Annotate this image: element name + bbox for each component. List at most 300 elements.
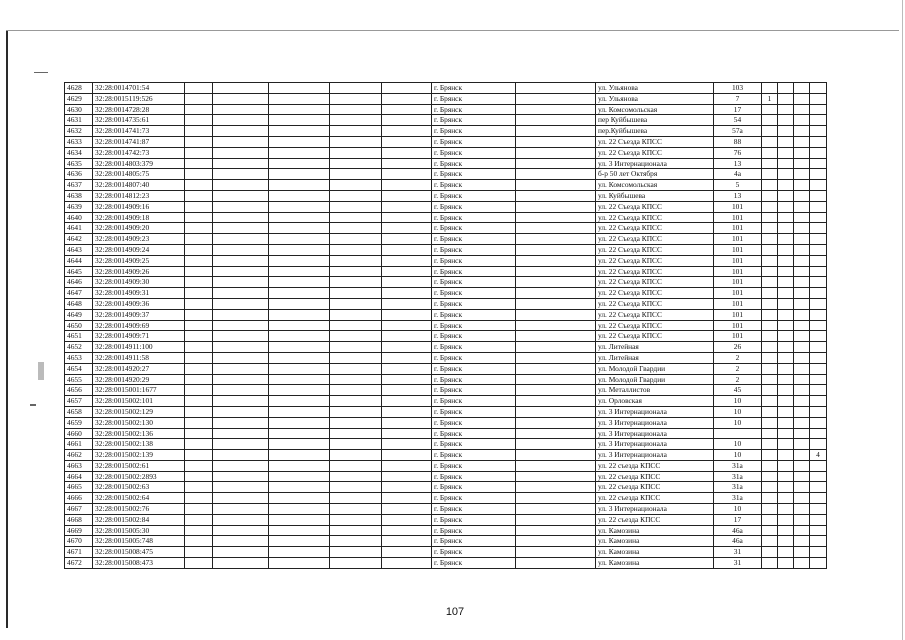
extra-cell bbox=[810, 104, 827, 115]
extra-cell bbox=[810, 352, 827, 363]
blank-cell bbox=[185, 547, 213, 558]
row-number-cell: 4645 bbox=[65, 266, 93, 277]
blank-cell bbox=[382, 406, 432, 417]
blank-cell bbox=[330, 385, 382, 396]
cadastral-number-cell: 32:28:0014735:61 bbox=[93, 115, 185, 126]
extra-cell bbox=[810, 126, 827, 137]
cadastral-number-cell: 32:28:0014701:54 bbox=[93, 83, 185, 94]
extra-cell bbox=[762, 244, 778, 255]
street-cell: ул. 22 съезда КПСС bbox=[596, 471, 714, 482]
blank-cell bbox=[269, 439, 330, 450]
row-number-cell: 4655 bbox=[65, 374, 93, 385]
blank-cell bbox=[213, 104, 269, 115]
blank-cell bbox=[330, 363, 382, 374]
extra-cell bbox=[810, 439, 827, 450]
house-number-cell: 31а bbox=[714, 471, 762, 482]
house-number-cell: 10 bbox=[714, 396, 762, 407]
cadastral-number-cell: 32:28:0014920:27 bbox=[93, 363, 185, 374]
table-row bbox=[65, 93, 827, 104]
blank-cell bbox=[516, 428, 596, 439]
cadastral-number-cell: 32:28:0014909:36 bbox=[93, 298, 185, 309]
blank-cell bbox=[516, 126, 596, 137]
house-number-cell: 31а bbox=[714, 482, 762, 493]
row-number-cell: 4640 bbox=[65, 212, 93, 223]
blank-cell bbox=[382, 352, 432, 363]
table-row bbox=[65, 428, 827, 439]
row-number-cell: 4638 bbox=[65, 190, 93, 201]
blank-cell bbox=[382, 428, 432, 439]
cadastral-number-cell: 32:28:0014909:30 bbox=[93, 277, 185, 288]
extra-cell bbox=[810, 547, 827, 558]
street-cell: ул. 22 Съезда КПСС bbox=[596, 201, 714, 212]
blank-cell bbox=[330, 536, 382, 547]
extra-cell bbox=[810, 331, 827, 342]
extra-cell bbox=[762, 450, 778, 461]
city-cell: г. Брянск bbox=[432, 277, 516, 288]
blank-cell bbox=[269, 525, 330, 536]
page-number: 107 bbox=[445, 606, 465, 618]
cadastral-number-cell: 32:28:0014909:31 bbox=[93, 288, 185, 299]
blank-cell bbox=[330, 450, 382, 461]
street-cell: ул. 22 Съезда КПСС bbox=[596, 277, 714, 288]
row-number-cell: 4669 bbox=[65, 525, 93, 536]
extra-cell bbox=[762, 374, 778, 385]
table-row bbox=[65, 439, 827, 450]
blank-cell bbox=[382, 190, 432, 201]
blank-cell bbox=[185, 396, 213, 407]
row-number-cell: 4656 bbox=[65, 385, 93, 396]
extra-cell bbox=[762, 363, 778, 374]
blank-cell bbox=[213, 136, 269, 147]
blank-cell bbox=[330, 504, 382, 515]
blank-cell bbox=[330, 115, 382, 126]
extra-cell bbox=[778, 201, 794, 212]
property-register-table bbox=[64, 82, 827, 569]
extra-cell bbox=[810, 536, 827, 547]
blank-cell bbox=[269, 460, 330, 471]
blank-cell bbox=[213, 514, 269, 525]
extra-cell bbox=[778, 93, 794, 104]
street-cell: ул. 3 Интернационала bbox=[596, 158, 714, 169]
street-cell: ул. 22 Съезда КПСС bbox=[596, 223, 714, 234]
extra-cell bbox=[810, 223, 827, 234]
extra-cell bbox=[778, 547, 794, 558]
street-cell: ул. 3 Интернационала bbox=[596, 439, 714, 450]
blank-cell bbox=[516, 417, 596, 428]
extra-cell bbox=[794, 558, 810, 569]
city-cell: г. Брянск bbox=[432, 450, 516, 461]
extra-cell bbox=[794, 104, 810, 115]
city-cell: г. Брянск bbox=[432, 180, 516, 191]
blank-cell bbox=[213, 406, 269, 417]
blank-cell bbox=[213, 180, 269, 191]
row-number-cell: 4658 bbox=[65, 406, 93, 417]
blank-cell bbox=[330, 104, 382, 115]
street-cell: ул. 22 Съезда КПСС bbox=[596, 244, 714, 255]
street-cell: ул. 22 Съезда КПСС bbox=[596, 309, 714, 320]
blank-cell bbox=[382, 396, 432, 407]
blank-cell bbox=[382, 320, 432, 331]
extra-cell bbox=[794, 493, 810, 504]
blank-cell bbox=[516, 277, 596, 288]
street-cell: ул. 22 Съезда КПСС bbox=[596, 212, 714, 223]
blank-cell bbox=[213, 277, 269, 288]
row-number-cell: 4642 bbox=[65, 234, 93, 245]
extra-cell bbox=[810, 147, 827, 158]
row-number-cell: 4654 bbox=[65, 363, 93, 374]
table-row bbox=[65, 504, 827, 515]
house-number-cell: 101 bbox=[714, 309, 762, 320]
extra-cell: 4 bbox=[810, 450, 827, 461]
table-row bbox=[65, 266, 827, 277]
extra-cell bbox=[794, 385, 810, 396]
blank-cell bbox=[213, 504, 269, 515]
extra-cell bbox=[762, 309, 778, 320]
table-row bbox=[65, 83, 827, 94]
house-number-cell: 17 bbox=[714, 104, 762, 115]
extra-cell bbox=[810, 212, 827, 223]
blank-cell bbox=[330, 406, 382, 417]
city-cell: г. Брянск bbox=[432, 363, 516, 374]
blank-cell bbox=[185, 525, 213, 536]
blank-cell bbox=[330, 514, 382, 525]
city-cell: г. Брянск bbox=[432, 514, 516, 525]
blank-cell bbox=[382, 83, 432, 94]
extra-cell bbox=[794, 504, 810, 515]
house-number-cell: 101 bbox=[714, 212, 762, 223]
blank-cell bbox=[516, 342, 596, 353]
blank-cell bbox=[213, 331, 269, 342]
extra-cell bbox=[810, 180, 827, 191]
extra-cell bbox=[762, 471, 778, 482]
extra-cell bbox=[778, 450, 794, 461]
extra-cell bbox=[810, 83, 827, 94]
row-number-cell: 4650 bbox=[65, 320, 93, 331]
extra-cell bbox=[810, 298, 827, 309]
extra-cell bbox=[762, 83, 778, 94]
blank-cell bbox=[213, 450, 269, 461]
city-cell: г. Брянск bbox=[432, 169, 516, 180]
extra-cell bbox=[810, 504, 827, 515]
blank-cell bbox=[269, 190, 330, 201]
blank-cell bbox=[330, 428, 382, 439]
blank-cell bbox=[213, 234, 269, 245]
city-cell: г. Брянск bbox=[432, 83, 516, 94]
extra-cell bbox=[778, 471, 794, 482]
blank-cell bbox=[185, 190, 213, 201]
blank-cell bbox=[269, 158, 330, 169]
blank-cell bbox=[382, 558, 432, 569]
blank-cell bbox=[185, 450, 213, 461]
blank-cell bbox=[516, 547, 596, 558]
blank-cell bbox=[269, 201, 330, 212]
blank-cell bbox=[516, 450, 596, 461]
table-row bbox=[65, 234, 827, 245]
table-row bbox=[65, 525, 827, 536]
blank-cell bbox=[382, 525, 432, 536]
extra-cell bbox=[762, 234, 778, 245]
blank-cell bbox=[382, 234, 432, 245]
blank-cell bbox=[185, 115, 213, 126]
blank-cell bbox=[185, 277, 213, 288]
extra-cell bbox=[794, 525, 810, 536]
blank-cell bbox=[185, 136, 213, 147]
blank-cell bbox=[330, 266, 382, 277]
city-cell: г. Брянск bbox=[432, 244, 516, 255]
extra-cell bbox=[778, 234, 794, 245]
cadastral-number-cell: 32:28:0014742:73 bbox=[93, 147, 185, 158]
blank-cell bbox=[269, 417, 330, 428]
extra-cell bbox=[794, 460, 810, 471]
blank-cell bbox=[185, 536, 213, 547]
blank-cell bbox=[185, 406, 213, 417]
blank-cell bbox=[382, 180, 432, 191]
cadastral-number-cell: 32:28:0015002:101 bbox=[93, 396, 185, 407]
street-cell: ул. Камозина bbox=[596, 525, 714, 536]
extra-cell bbox=[794, 190, 810, 201]
extra-cell bbox=[778, 298, 794, 309]
blank-cell bbox=[213, 266, 269, 277]
house-number-cell: 101 bbox=[714, 255, 762, 266]
blank-cell bbox=[330, 352, 382, 363]
table-row bbox=[65, 126, 827, 137]
blank-cell bbox=[516, 536, 596, 547]
blank-cell bbox=[213, 558, 269, 569]
cadastral-number-cell: 32:28:0015002:138 bbox=[93, 439, 185, 450]
house-number-cell: 2 bbox=[714, 363, 762, 374]
house-number-cell: 10 bbox=[714, 406, 762, 417]
extra-cell bbox=[762, 266, 778, 277]
blank-cell bbox=[382, 450, 432, 461]
blank-cell bbox=[330, 558, 382, 569]
extra-cell bbox=[778, 331, 794, 342]
cadastral-number-cell: 32:28:0014909:20 bbox=[93, 223, 185, 234]
blank-cell bbox=[213, 525, 269, 536]
street-cell: ул. 22 Съезда КПСС bbox=[596, 266, 714, 277]
row-number-cell: 4630 bbox=[65, 104, 93, 115]
blank-cell bbox=[213, 158, 269, 169]
table-row bbox=[65, 396, 827, 407]
street-cell: ул. 3 Интернационала bbox=[596, 406, 714, 417]
blank-cell bbox=[185, 147, 213, 158]
blank-cell bbox=[213, 83, 269, 94]
city-cell: г. Брянск bbox=[432, 288, 516, 299]
blank-cell bbox=[269, 244, 330, 255]
house-number-cell: 45 bbox=[714, 385, 762, 396]
extra-cell bbox=[810, 169, 827, 180]
blank-cell bbox=[185, 374, 213, 385]
extra-cell bbox=[794, 309, 810, 320]
street-cell: ул. Ульянова bbox=[596, 93, 714, 104]
blank-cell bbox=[330, 255, 382, 266]
blank-cell bbox=[382, 504, 432, 515]
extra-cell: 1 bbox=[762, 93, 778, 104]
street-cell: б-р 50 лет Октября bbox=[596, 169, 714, 180]
blank-cell bbox=[382, 244, 432, 255]
city-cell: г. Брянск bbox=[432, 536, 516, 547]
city-cell: г. Брянск bbox=[432, 212, 516, 223]
extra-cell bbox=[810, 190, 827, 201]
blank-cell bbox=[185, 493, 213, 504]
street-cell: ул. 22 Съезда КПСС bbox=[596, 331, 714, 342]
blank-cell bbox=[330, 190, 382, 201]
row-number-cell: 4648 bbox=[65, 298, 93, 309]
blank-cell bbox=[269, 277, 330, 288]
cadastral-number-cell: 32:28:0014909:18 bbox=[93, 212, 185, 223]
house-number-cell: 5 bbox=[714, 180, 762, 191]
blank-cell bbox=[516, 504, 596, 515]
extra-cell bbox=[778, 374, 794, 385]
extra-cell bbox=[762, 482, 778, 493]
row-number-cell: 4659 bbox=[65, 417, 93, 428]
extra-cell bbox=[762, 493, 778, 504]
blank-cell bbox=[516, 234, 596, 245]
extra-cell bbox=[778, 288, 794, 299]
blank-cell bbox=[330, 126, 382, 137]
table-row bbox=[65, 417, 827, 428]
blank-cell bbox=[330, 158, 382, 169]
city-cell: г. Брянск bbox=[432, 558, 516, 569]
blank-cell bbox=[516, 374, 596, 385]
extra-cell bbox=[778, 385, 794, 396]
blank-cell bbox=[213, 201, 269, 212]
blank-cell bbox=[269, 493, 330, 504]
table-row bbox=[65, 342, 827, 353]
extra-cell bbox=[778, 126, 794, 137]
blank-cell bbox=[213, 320, 269, 331]
extra-cell bbox=[762, 223, 778, 234]
table-row bbox=[65, 147, 827, 158]
blank-cell bbox=[516, 244, 596, 255]
cadastral-number-cell: 32:28:0014805:75 bbox=[93, 169, 185, 180]
city-cell: г. Брянск bbox=[432, 320, 516, 331]
extra-cell bbox=[810, 288, 827, 299]
street-cell: ул. 3 Интернационала bbox=[596, 428, 714, 439]
extra-cell bbox=[762, 439, 778, 450]
blank-cell bbox=[213, 93, 269, 104]
extra-cell bbox=[778, 309, 794, 320]
blank-cell bbox=[185, 352, 213, 363]
extra-cell bbox=[794, 234, 810, 245]
city-cell: г. Брянск bbox=[432, 406, 516, 417]
table-row bbox=[65, 363, 827, 374]
blank-cell bbox=[516, 514, 596, 525]
extra-cell bbox=[762, 514, 778, 525]
cadastral-number-cell: 32:28:0015002:129 bbox=[93, 406, 185, 417]
extra-cell bbox=[794, 331, 810, 342]
street-cell: ул. 22 Съезда КПСС bbox=[596, 298, 714, 309]
blank-cell bbox=[269, 331, 330, 342]
city-cell: г. Брянск bbox=[432, 504, 516, 515]
blank-cell bbox=[213, 342, 269, 353]
blank-cell bbox=[516, 266, 596, 277]
extra-cell bbox=[794, 428, 810, 439]
house-number-cell: 101 bbox=[714, 320, 762, 331]
blank-cell bbox=[213, 493, 269, 504]
extra-cell bbox=[794, 93, 810, 104]
blank-cell bbox=[269, 126, 330, 137]
blank-cell bbox=[330, 147, 382, 158]
cadastral-number-cell: 32:28:0015002:63 bbox=[93, 482, 185, 493]
extra-cell bbox=[810, 115, 827, 126]
extra-cell bbox=[810, 482, 827, 493]
city-cell: г. Брянск bbox=[432, 331, 516, 342]
blank-cell bbox=[516, 460, 596, 471]
table-row bbox=[65, 331, 827, 342]
blank-cell bbox=[382, 363, 432, 374]
house-number-cell: 31 bbox=[714, 558, 762, 569]
cadastral-number-cell: 32:28:0014807:40 bbox=[93, 180, 185, 191]
extra-cell bbox=[794, 482, 810, 493]
blank-cell bbox=[269, 482, 330, 493]
extra-cell bbox=[762, 342, 778, 353]
extra-cell bbox=[810, 428, 827, 439]
extra-cell bbox=[794, 115, 810, 126]
row-number-cell: 4644 bbox=[65, 255, 93, 266]
house-number-cell: 57а bbox=[714, 126, 762, 137]
street-cell: ул. 3 Интернационала bbox=[596, 504, 714, 515]
blank-cell bbox=[269, 93, 330, 104]
blank-cell bbox=[213, 396, 269, 407]
row-number-cell: 4632 bbox=[65, 126, 93, 137]
blank-cell bbox=[269, 547, 330, 558]
extra-cell bbox=[794, 244, 810, 255]
extra-cell bbox=[762, 288, 778, 299]
extra-cell bbox=[810, 244, 827, 255]
extra-cell bbox=[794, 223, 810, 234]
scan-right-edge bbox=[902, 0, 903, 640]
cadastral-number-cell: 32:28:0015002:136 bbox=[93, 428, 185, 439]
city-cell: г. Брянск bbox=[432, 190, 516, 201]
blank-cell bbox=[382, 417, 432, 428]
table-row bbox=[65, 298, 827, 309]
city-cell: г. Брянск bbox=[432, 417, 516, 428]
extra-cell bbox=[778, 223, 794, 234]
blank-cell bbox=[269, 406, 330, 417]
city-cell: г. Брянск bbox=[432, 104, 516, 115]
blank-cell bbox=[516, 255, 596, 266]
blank-cell bbox=[516, 385, 596, 396]
extra-cell bbox=[794, 374, 810, 385]
blank-cell bbox=[269, 374, 330, 385]
blank-cell bbox=[269, 266, 330, 277]
row-number-cell: 4671 bbox=[65, 547, 93, 558]
table-row bbox=[65, 493, 827, 504]
blank-cell bbox=[330, 298, 382, 309]
cadastral-number-cell: 32:28:0015002:61 bbox=[93, 460, 185, 471]
city-cell: г. Брянск bbox=[432, 493, 516, 504]
extra-cell bbox=[794, 417, 810, 428]
row-number-cell: 4631 bbox=[65, 115, 93, 126]
extra-cell bbox=[762, 331, 778, 342]
row-number-cell: 4643 bbox=[65, 244, 93, 255]
table-row bbox=[65, 514, 827, 525]
street-cell: ул. 3 Интернационала bbox=[596, 417, 714, 428]
cadastral-number-cell: 32:28:0014909:25 bbox=[93, 255, 185, 266]
table-row bbox=[65, 385, 827, 396]
city-cell: г. Брянск bbox=[432, 201, 516, 212]
blank-cell bbox=[330, 342, 382, 353]
cadastral-number-cell: 32:28:0015008:473 bbox=[93, 558, 185, 569]
scan-speck bbox=[30, 404, 36, 406]
blank-cell bbox=[185, 471, 213, 482]
extra-cell bbox=[794, 406, 810, 417]
blank-cell bbox=[382, 277, 432, 288]
cadastral-number-cell: 32:28:0015002:139 bbox=[93, 450, 185, 461]
cadastral-number-cell: 32:28:0014909:71 bbox=[93, 331, 185, 342]
extra-cell bbox=[810, 342, 827, 353]
city-cell: г. Брянск bbox=[432, 266, 516, 277]
